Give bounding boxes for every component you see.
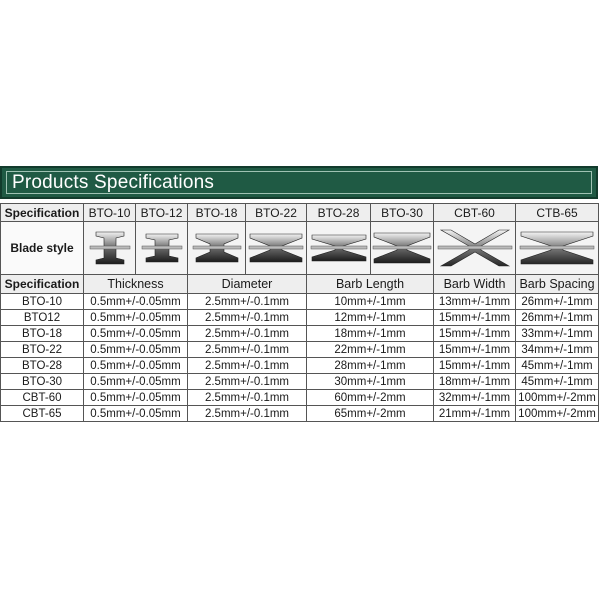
model-header-label: Specification (1, 204, 84, 222)
spec-cell: BTO-22 (1, 342, 84, 358)
spec-cell: BTO-10 (1, 294, 84, 310)
spec-cell: BTO12 (1, 310, 84, 326)
barb-length-cell: 22mm+/-1mm (307, 342, 434, 358)
blade-image-cbt-60 (434, 222, 516, 275)
column-header-diameter: Diameter (188, 275, 307, 294)
barb-length-cell: 10mm+/-1mm (307, 294, 434, 310)
barb-length-cell: 30mm+/-1mm (307, 374, 434, 390)
barb-width-cell: 18mm+/-1mm (434, 374, 516, 390)
table-row (1, 294, 599, 310)
diameter-cell: 2.5mm+/-0.1mm (188, 342, 307, 358)
column-header-barb-length: Barb Length (307, 275, 434, 294)
barb-spacing-cell: 26mm+/-1mm (516, 310, 599, 326)
blade-image-bto-12 (136, 222, 188, 275)
thickness-cell: 0.5mm+/-0.05mm (84, 310, 188, 326)
model-header-cell: BTO-12 (136, 204, 188, 222)
table-row (1, 406, 599, 422)
table-row (1, 390, 599, 406)
spec-cell: BTO-30 (1, 374, 84, 390)
table-row (1, 326, 599, 342)
barb-length-cell: 28mm+/-1mm (307, 358, 434, 374)
model-header-cell: BTO-28 (307, 204, 371, 222)
blade-image-ctb-65 (516, 222, 599, 275)
barb-spacing-cell: 34mm+/-1mm (516, 342, 599, 358)
barb-length-cell: 12mm+/-1mm (307, 310, 434, 326)
barb-spacing-cell: 100mm+/-2mm (516, 390, 599, 406)
thickness-cell: 0.5mm+/-0.05mm (84, 294, 188, 310)
barb-length-cell: 18mm+/-1mm (307, 326, 434, 342)
spec-cell: BTO-18 (1, 326, 84, 342)
blade-image-bto-30 (371, 222, 434, 275)
barb-length-cell: 60mm+/-2mm (307, 390, 434, 406)
model-header-cell: BTO-10 (84, 204, 136, 222)
barb-width-cell: 15mm+/-1mm (434, 358, 516, 374)
barb-spacing-cell: 26mm+/-1mm (516, 294, 599, 310)
barb-length-cell: 65mm+/-2mm (307, 406, 434, 422)
table-row (1, 374, 599, 390)
model-header-cell: BTO-22 (246, 204, 307, 222)
barb-spacing-cell: 100mm+/-2mm (516, 406, 599, 422)
model-header-cell: BTO-30 (371, 204, 434, 222)
barb-width-cell: 15mm+/-1mm (434, 326, 516, 342)
barb-width-cell: 32mm+/-1mm (434, 390, 516, 406)
table-row (1, 358, 599, 374)
barb-width-cell: 15mm+/-1mm (434, 342, 516, 358)
thickness-cell: 0.5mm+/-0.05mm (84, 374, 188, 390)
title-banner (0, 166, 598, 199)
blade-style-label: Blade style (1, 222, 84, 275)
blade-style-row (1, 222, 599, 275)
diameter-cell: 2.5mm+/-0.1mm (188, 326, 307, 342)
thickness-cell: 0.5mm+/-0.05mm (84, 342, 188, 358)
model-header-cell: BTO-18 (188, 204, 246, 222)
barb-spacing-cell: 45mm+/-1mm (516, 358, 599, 374)
thickness-cell: 0.5mm+/-0.05mm (84, 326, 188, 342)
blade-image-bto-28 (307, 222, 371, 275)
spec-table (0, 203, 599, 422)
barb-width-cell: 15mm+/-1mm (434, 310, 516, 326)
diameter-cell: 2.5mm+/-0.1mm (188, 406, 307, 422)
model-header-row (1, 204, 599, 222)
column-header-barb-width: Barb Width (434, 275, 516, 294)
thickness-cell: 0.5mm+/-0.05mm (84, 390, 188, 406)
page-title: Products Specifications (12, 172, 215, 193)
diameter-cell: 2.5mm+/-0.1mm (188, 310, 307, 326)
thickness-cell: 0.5mm+/-0.05mm (84, 406, 188, 422)
model-header-cell: CTB-65 (516, 204, 599, 222)
spec-cell: CBT-60 (1, 390, 84, 406)
spec-cell: CBT-65 (1, 406, 84, 422)
diameter-cell: 2.5mm+/-0.1mm (188, 294, 307, 310)
barb-width-cell: 13mm+/-1mm (434, 294, 516, 310)
column-header-row (1, 275, 599, 294)
blade-image-bto-18 (188, 222, 246, 275)
column-header-specification: Specification (1, 275, 84, 294)
diameter-cell: 2.5mm+/-0.1mm (188, 390, 307, 406)
diameter-cell: 2.5mm+/-0.1mm (188, 374, 307, 390)
column-header-barb-spacing: Barb Spacing (516, 275, 599, 294)
thickness-cell: 0.5mm+/-0.05mm (84, 358, 188, 374)
barb-spacing-cell: 33mm+/-1mm (516, 326, 599, 342)
blade-image-bto-10 (84, 222, 136, 275)
blade-image-bto-22 (246, 222, 307, 275)
spec-sheet (0, 166, 598, 422)
table-row (1, 310, 599, 326)
barb-spacing-cell: 45mm+/-1mm (516, 374, 599, 390)
diameter-cell: 2.5mm+/-0.1mm (188, 358, 307, 374)
spec-cell: BTO-28 (1, 358, 84, 374)
column-header-thickness: Thickness (84, 275, 188, 294)
model-header-cell: CBT-60 (434, 204, 516, 222)
barb-width-cell: 21mm+/-1mm (434, 406, 516, 422)
table-row (1, 342, 599, 358)
